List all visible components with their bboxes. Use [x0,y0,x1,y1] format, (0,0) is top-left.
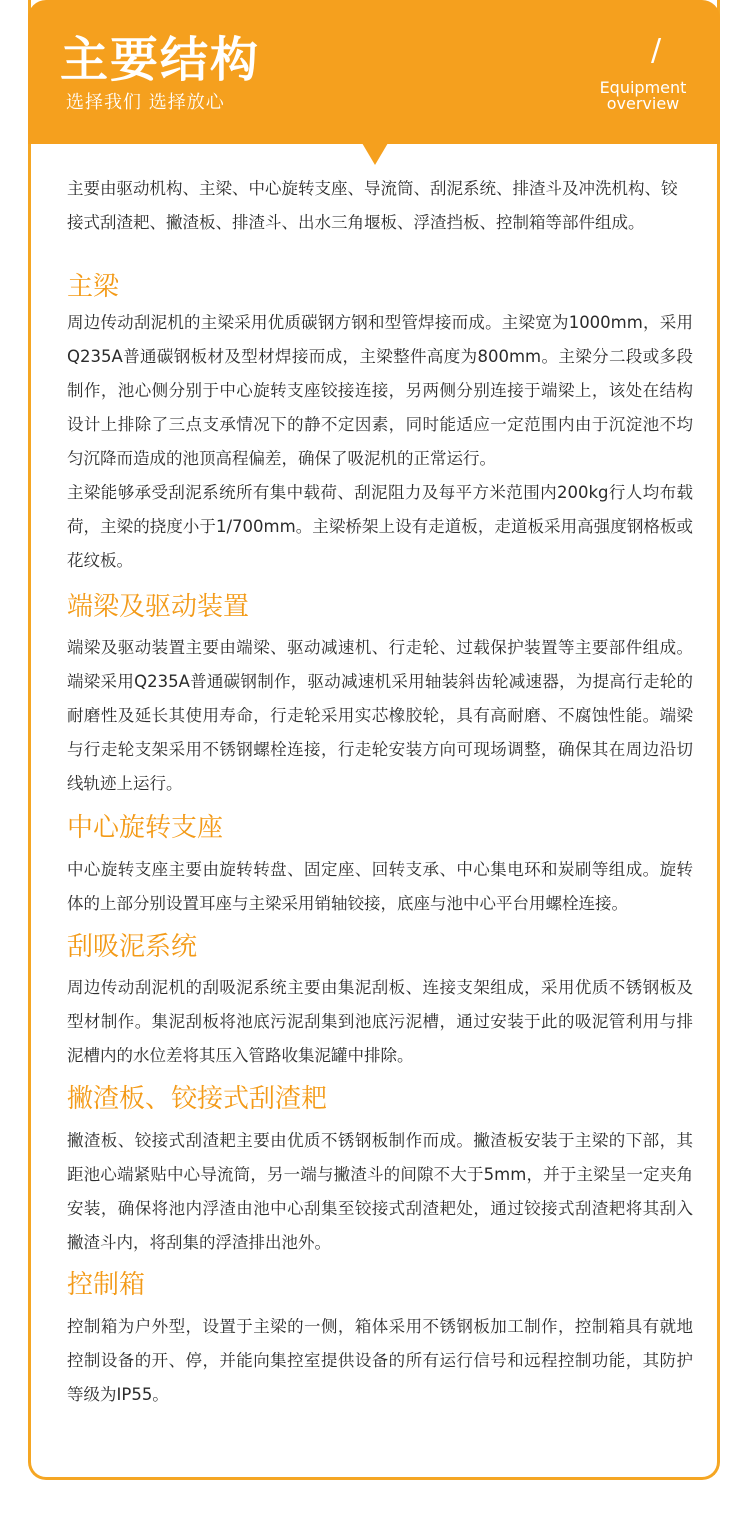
section-paragraph: 主梁能够承受刮泥系统所有集中载荷、刮泥阻力及每平方米范围内200kg行人均布载荷，主梁的挠度小于1/700mm。主梁桥架上设有走道板，走道板采用高强度钢格板或花纹板。 [67,483,693,570]
section-center-bearing [67,811,693,921]
overview-line-2: overview [606,94,680,113]
section-paragraph: 撇渣板、铰接式刮渣耙主要由优质不锈钢板制作而成。撇渣板安装于主梁的下部，其距池心端紧贴中心导流筒，另一端与撇渣斗的间隙不大于5mm，并于主梁呈一定夹角安装，确保将池内浮渣由池中心刮集至铰接式刮渣耙处，通过铰接式刮渣耙将其刮入撇渣斗内，将刮集的浮渣排出池外。 [67,1131,693,1252]
section-skimmer [67,1082,693,1260]
section-paragraph: 端梁及驱动装置主要由端梁、驱动减速机、行走轮、过载保护装置等主要部件组成。端梁采用Q235A普通碳钢制作，驱动减速机采用轴装斜齿轮减速器，为提高行走轮的耐磨性及延长其使用寿命，行走轮采用实芯橡胶轮，具有高耐磨、不腐蚀性能。端梁与行走轮支架采用不锈钢螺栓连接，行走轮安装方向可现场调整，确保其在周边沿切线轨迹上运行。 [67,638,693,793]
equipment-overview-label [588,80,698,112]
section-scraper-system [67,930,693,1073]
section-paragraph: 控制箱为户外型，设置于主梁的一侧，箱体采用不锈钢板加工制作，控制箱具有就地控制设备的开、停，并能向集控室提供设备的所有运行信号和远程控制功能，其防护等级为IP55。 [67,1317,693,1404]
section-end-beam-drive [67,590,693,801]
section-paragraph: 中心旋转支座主要由旋转转盘、固定座、回转支承、中心集电环和炭刷等组成。旋转体的上部分别设置耳座与主梁采用销轴铰接，底座与池中心平台用螺栓连接。 [67,860,693,913]
section-paragraph: 周边传动刮泥机的刮吸泥系统主要由集泥刮板、连接支架组成，采用优质不锈钢板及型材制作。集泥刮板将池底污泥刮集到池底污泥槽，通过安装于此的吸泥管利用与排泥槽内的水位差将其压入管路收集泥罐中排除。 [67,978,693,1065]
decorative-slash: / [651,33,662,68]
section-main-beam [67,270,693,578]
section-control-box [67,1268,693,1412]
intro-paragraph: 主要由驱动机构、主梁、中心旋转支座、导流筒、刮泥系统、排渣斗及冲洗机构、铰接式刮渣耙、撇渣板、排渣斗、出水三角堰板、浮渣挡板、控制箱等部件组成。 [67,179,678,232]
section-title: 主梁 [67,272,120,302]
page-title: 主要结构 [60,32,261,88]
section-title: 撇渣板、铰接式刮渣耙 [67,1084,328,1114]
page-subtitle: 选择我们 选择放心 [66,92,225,113]
section-title: 控制箱 [67,1270,146,1300]
section-title: 中心旋转支座 [67,813,224,843]
section-title: 刮吸泥系统 [67,932,198,962]
main-content [67,172,693,1412]
header-notch [362,143,388,165]
section-paragraph: 周边传动刮泥机的主梁采用优质碳钢方钢和型管焊接而成。主梁宽为1000mm，采用Q235A普通碳钢板材及型材焊接而成，主梁整件高度为800mm。主梁分二段或多段制作，池心侧分别于中心旋转支座铰接连接，另两侧分别连接于端梁上，该处在结构设计上排除了三点支承情况下的静不定因素，同时能适应一定范围内由于沉淀池不均匀沉降而造成的池顶高程偏差，确保了吸泥机的正常运行。 [67,313,693,468]
section-title: 端梁及驱动装置 [67,592,250,622]
overview-line-1: Equipment [599,78,687,97]
